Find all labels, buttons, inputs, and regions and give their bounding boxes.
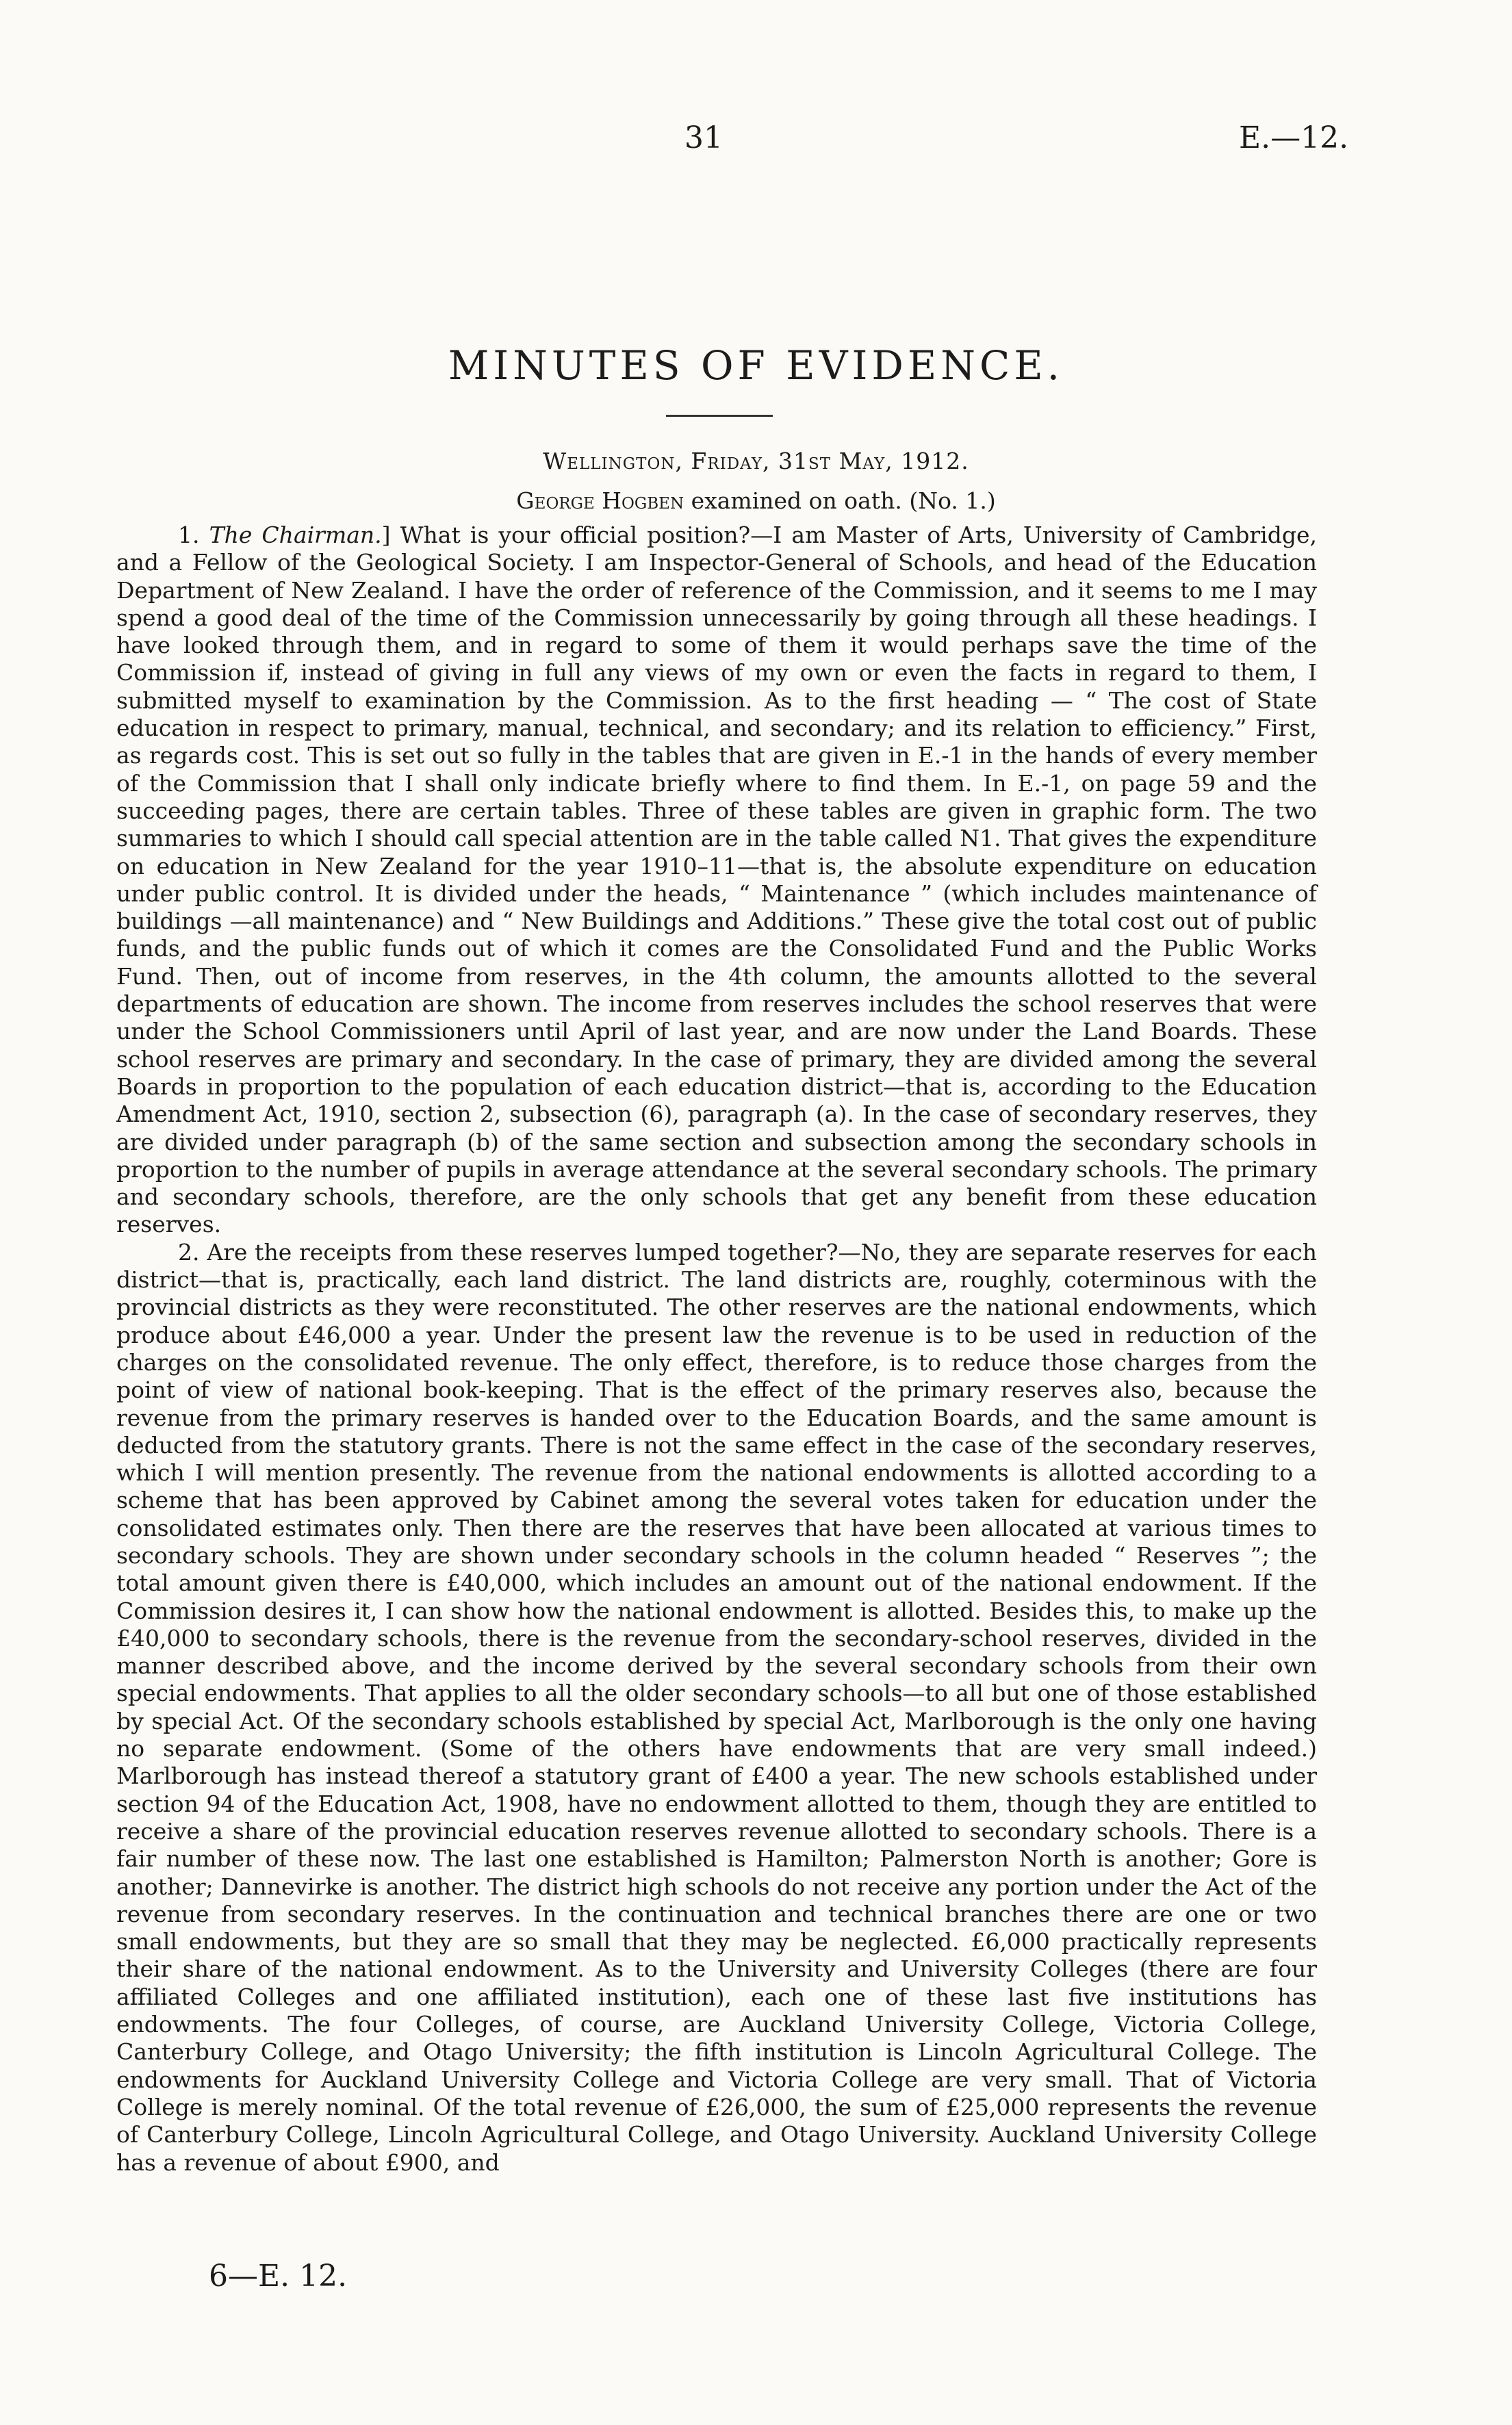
paragraph-number: 1.: [178, 522, 200, 548]
evidence-paragraph-1: [116, 522, 1317, 1239]
dateline: Wellington, Friday, 31st May, 1912.: [543, 448, 969, 474]
witness-statement: examined on oath. (No. 1.): [691, 487, 996, 514]
paragraph-text: Are the receipts from these reserves lumped together?—No, they are separate reserves for each district—that is, practically, each land district. The land districts are, roughly, coterminous with the provincial districts as they were reconstituted. The other reserves are the national endowments, which produce about £46,000 a year. Under the present law the revenue is to be used in reduction of the charges on the consolidated revenue. The only effect, therefore, is to reduce those charges from the point of view of national book-keeping. That is the effect of the primary reserves also, because the revenue from the primary reserves is handed over to the Education Boards, and the same amount is deducted from the statutory grants. There is not the same effect in the case of the secondary reserves, which I will mention presently. The revenue from the national endowments is allotted according to a scheme that has been approved by Cabinet among the several votes taken for education under the consolidated estimates only. Then there are the reserves that have been allocated at various times to secondary schools. They are shown under secondary schools in the column headed “ Reserves ”; the total amount given there is £40,000, which includes an amount out of the national endowment. If the Commission desires it, I can show how the national endowment is allotted. Besides this, to make up the £40,000 to secondary schools, there is the revenue from the secondary-school reserves, divided in the manner described above, and the income derived by the several secondary schools from their own special endowments. That applies to all the older secondary schools—to all but one of those established by special Act. Of the secondary schools established by special Act, Marlborough is the only one having no separate endowment. (Some of the others have endowments that are very small indeed.) Marlborough has instead thereof a statutory grant of £400 a year. The new schools established under section 94 of the Education Act, 1908, have no endowment allotted to them, though they are entitled to receive a share of the provincial education reserves revenue allotted to secondary schools. There is a fair number of these now. The last one established is Hamilton; Palmerston North is another; Gore is another; Dannevirke is another. The district high schools do not receive any portion under the Act of the revenue from secondary reserves. In the continuation and technical branches there are one or two small endowments, but they are so small that they may be neglected. £6,000 practically represents their share of the national endowment. As to the University and University Colleges (there are four affiliated Colleges and one affiliated institution), each one of these last five institutions has endowments. The four Colleges, of course, are Auckland University College, Victoria College, Canterbury College, and Otago University; the fifth institution is Lincoln Agricultural College. The endowments for Auckland University College and Victoria College are very small. That of Victoria College is merely nominal. Of the total revenue of £26,000, the sum of £25,000 represents the revenue of Canterbury College, Lincoln Agricultural College, and Otago University. Auckland University College has a revenue of about £900, and: [116, 1238, 1317, 2176]
title-rule: [666, 415, 773, 417]
witness-line: [0, 487, 1512, 514]
evidence-body: [116, 522, 1317, 2177]
document-reference: E.—12.: [1239, 120, 1349, 155]
page-title: MINUTES OF EVIDENCE.: [448, 342, 1064, 389]
printer-signature: 6—E. 12.: [209, 2259, 348, 2294]
speaker: The Chairman.: [209, 522, 382, 548]
witness-name: George Hogben: [516, 487, 684, 514]
paragraph-number: 2.: [178, 1238, 200, 1266]
page-number: 31: [684, 120, 723, 155]
paragraph-text: ] What is your official position?—I am Master of Arts, University of Cambridge, and a Fellow of the Geological Society. I am Inspector-General of Schools, and head of the Education Department of New Zealand. I have the order of reference of the Commission, and it seems to me I may spend a good deal of the time of the Commission unnecessarily by going through all these headings. I have looked through them, and in regard to some of them it would perhaps save the time of the Commission if, instead of giving in full any views of my own or even the facts in regard to them, I submitted myself to examination by the Commission. As to the first heading — “ The cost of State education in respect to primary, manual, technical, and secondary; and its relation to efficiency.” First, as regards cost. This is set out so fully in the tables that are given in E.-1 in the hands of every member of the Commission that I shall only indicate briefly where to find them. In E.-1, on page 59 and the succeeding pages, there are certain tables. Three of these tables are given in graphic form. The two summaries to which I should call special attention are in the table called N1. That gives the expenditure on education in New Zealand for the year 1910–11—that is, the absolute expenditure on education under public control. It is divided under the heads, “ Maintenance ” (which includes maintenance of buildings —all maintenance) and “ New Buildings and Additions.” These give the total cost out of public funds, and the public funds out of which it comes are the Consolidated Fund and the Public Works Fund. Then, out of income from reserves, in the 4th column, the amounts allotted to the several departments of education are shown. The income from reserves includes the school reserves that were under the School Commissioners until April of last year, and are now under the Land Boards. These school reserves are primary and secondary. In the case of primary, they are divided among the several Boards in proportion to the population of each education district—that is, according to the Education Amendment Act, 1910, section 2, subsection (6), paragraph (a). In the case of secondary reserves, they are divided under paragraph (b) of the same section and subsection among the secondary schools in proportion to the number of pupils in average attendance at the several secondary schools. The primary and secondary schools, therefore, are the only schools that get any benefit from these education reserves.: [116, 522, 1318, 1238]
evidence-paragraph-2: [116, 1239, 1317, 2177]
